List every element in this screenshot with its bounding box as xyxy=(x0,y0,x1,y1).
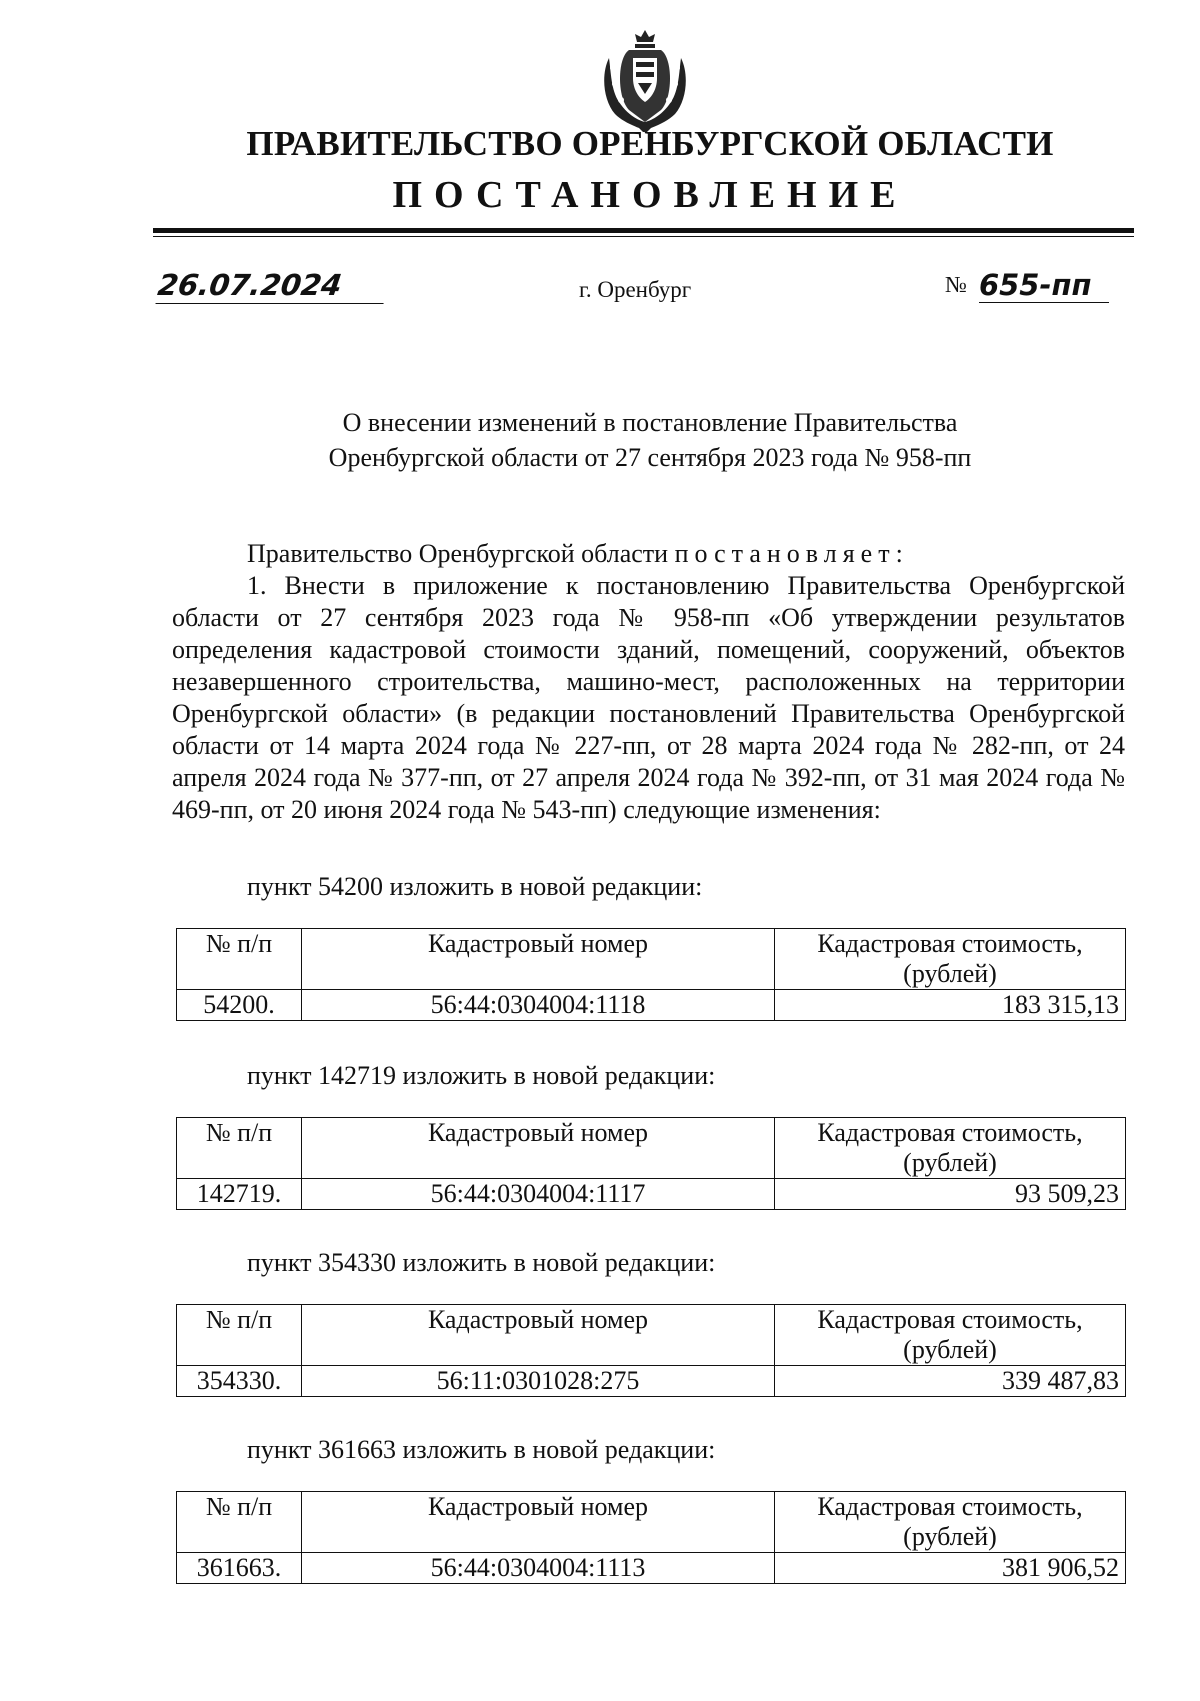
header-num: № п/п xyxy=(177,929,302,990)
row-num: 361663. xyxy=(177,1553,302,1584)
header-cadastral: Кадастровый номер xyxy=(302,929,775,990)
header-num: № п/п xyxy=(177,1118,302,1179)
cadastral-table-4 xyxy=(176,1491,1126,1584)
number-sign: № xyxy=(945,272,967,297)
header-cost: Кадастровая стоимость, (рублей) xyxy=(775,929,1126,990)
paragraph-1: 1. Внести в приложение к постановлению Правительства Оренбургской области от 27 сентября 2023 года № 958-пп «Об утверждении результатов определения кадастровой стоимости зданий, помещений, сооружений, объектов незавершенного строительства, машино-мест, расположенных на территории Оренбургской области» (в редакции постановлений Правительства Оренбургской области от 14 марта 2024 года № 227-пп, от 28 марта 2024 года № 282-пп, от 24 апреля 2024 года № 377-пп, от 27 апреля 2024 года № 392-пп, от 31 мая 2024 года № 469-пп, от 20 июня 2024 года № 543-пп) следующие изменения: xyxy=(172,571,1125,824)
coat-of-arms-icon xyxy=(599,28,691,134)
subject-line-1: О внесении изменений в постановление Правительства xyxy=(342,408,958,437)
cadastral-table-1 xyxy=(176,928,1126,1021)
table-row xyxy=(177,1366,1126,1397)
row-cadastral: 56:44:0304004:1113 xyxy=(302,1553,775,1584)
subject-line-2: Оренбургской области от 27 сентября 2023 года № 958-пп xyxy=(328,443,972,472)
table-header-row xyxy=(177,1305,1126,1366)
government-title: ПРАВИТЕЛЬСТВО ОРЕНБУРГСКОЙ ОБЛАСТИ xyxy=(246,124,1054,163)
header-rule-thin xyxy=(153,236,1134,237)
header-cadastral: Кадастровый номер xyxy=(302,1492,775,1553)
row-cadastral: 56:44:0304004:1117 xyxy=(302,1179,775,1210)
row-cost: 381 906,52 xyxy=(775,1553,1126,1584)
row-cost: 339 487,83 xyxy=(775,1366,1126,1397)
row-cadastral: 56:11:0301028:275 xyxy=(302,1366,775,1397)
row-cost: 183 315,13 xyxy=(775,990,1126,1021)
header-num: № п/п xyxy=(177,1305,302,1366)
table-header-row xyxy=(177,1118,1126,1179)
amendment-intro-1: пункт 54200 изложить в новой редакции: xyxy=(247,872,703,901)
header-rule-thick xyxy=(153,228,1134,233)
cadastral-table-2 xyxy=(176,1117,1126,1210)
row-num: 354330. xyxy=(177,1366,302,1397)
cadastral-table-3 xyxy=(176,1304,1126,1397)
row-num: 142719. xyxy=(177,1179,302,1210)
table-header-row xyxy=(177,929,1126,990)
document-city: г. Оренбург xyxy=(579,277,692,302)
amendment-intro-4: пункт 361663 изложить в новой редакции: xyxy=(247,1435,716,1464)
header-cadastral: Кадастровый номер xyxy=(302,1118,775,1179)
header-cadastral: Кадастровый номер xyxy=(302,1305,775,1366)
document-type-title: ПОСТАНОВЛЕНИЕ xyxy=(392,174,908,216)
preamble-lead: Правительство Оренбургской области xyxy=(247,539,669,568)
document-body xyxy=(172,538,1125,826)
preamble xyxy=(172,538,1125,570)
table-header-row xyxy=(177,1492,1126,1553)
header-num: № п/п xyxy=(177,1492,302,1553)
row-num: 54200. xyxy=(177,990,302,1021)
row-cadastral: 56:44:0304004:1118 xyxy=(302,990,775,1021)
table-row xyxy=(177,990,1126,1021)
document-date: 26.07.2024 xyxy=(155,268,388,304)
row-cost: 93 509,23 xyxy=(775,1179,1126,1210)
document-number xyxy=(945,268,1109,303)
document-subject xyxy=(150,405,1150,475)
amendment-intro-3: пункт 354330 изложить в новой редакции: xyxy=(247,1248,716,1277)
preamble-verb: постановляет: xyxy=(674,539,909,568)
table-row xyxy=(177,1179,1126,1210)
amendment-intro-2: пункт 142719 изложить в новой редакции: xyxy=(247,1061,716,1090)
header-cost: Кадастровая стоимость, (рублей) xyxy=(775,1492,1126,1553)
header-cost: Кадастровая стоимость, (рублей) xyxy=(775,1305,1126,1366)
document-number-value: 655-пп xyxy=(979,268,1109,303)
header-cost: Кадастровая стоимость, (рублей) xyxy=(775,1118,1126,1179)
table-row xyxy=(177,1553,1126,1584)
